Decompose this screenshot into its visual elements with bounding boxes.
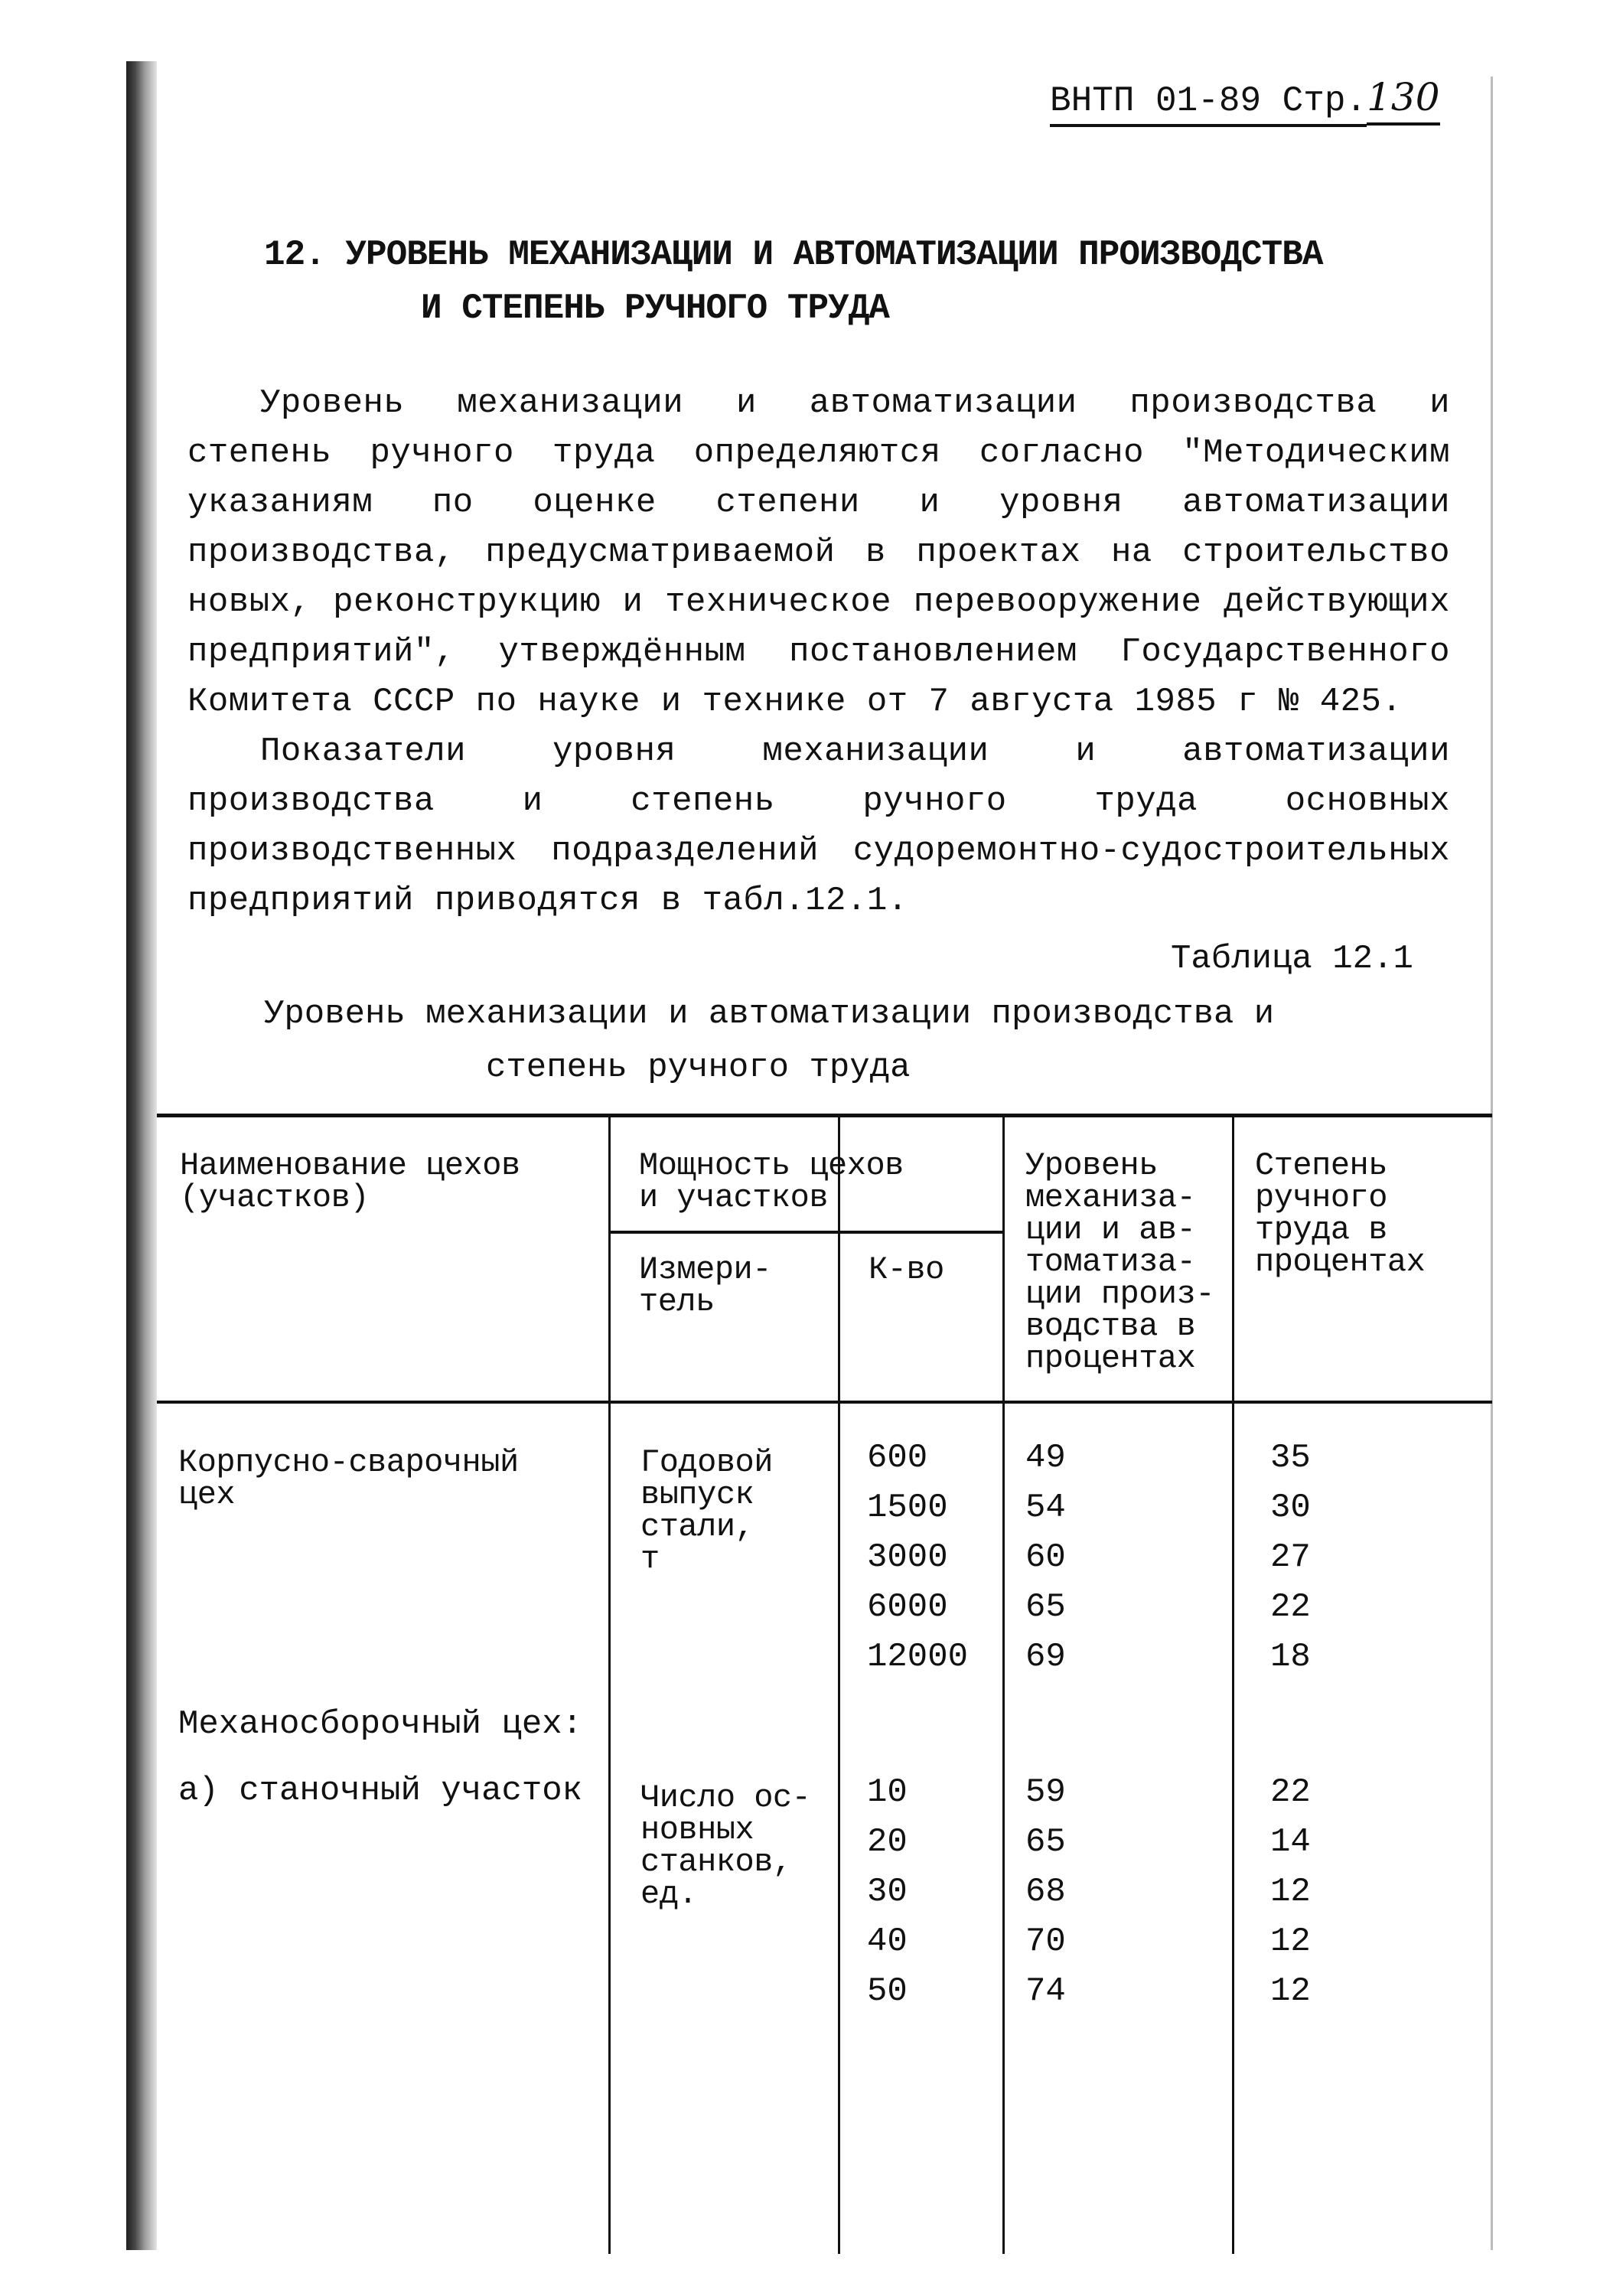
section-1-unit: Годовой выпуск стали, т [640, 1444, 773, 1577]
mech-value: 59 [1025, 1773, 1066, 1812]
data-table [157, 1114, 1492, 2254]
qty-value: 30 [867, 1873, 908, 1911]
table-header-rule [157, 1401, 1492, 1404]
section-title-line-2: И СТЕПЕНЬ РУЧНОГО ТРУДА [421, 289, 889, 328]
manual-value: 12 [1270, 1972, 1311, 2011]
qty-value: 12000 [867, 1638, 969, 1676]
section-2-manual-column [1270, 1768, 1311, 2017]
paragraph-text: Уровень механизации и автоматизации производства и степень ручного труда определяются согласно "Методическим указаниям по оценке степени и уровня автоматизации производства, предусматриваемой в проектах на строительство новых, реконструкцию и техническое перевооружение действующих предприятий", утверждённым постановлением Государственного Комитета СССР по науке и технике от 7 августа 1985 г № 425. [187, 384, 1450, 721]
qty-value: 3000 [867, 1538, 948, 1577]
table-caption [264, 987, 1335, 1094]
page-binding-shadow [126, 61, 157, 2250]
paragraph-text: Показатели уровня механизации и автоматизации производства и степень ручного труда основных производственных подразделений судоремонтно-судостроительных предприятий приводятся в табл.12.1. [187, 732, 1450, 920]
table-divider [1232, 1117, 1234, 2254]
qty-value: 10 [867, 1773, 908, 1812]
section-2-unit: Число ос- новных станков, ед. [640, 1779, 811, 1913]
section-1-mech-column [1025, 1433, 1066, 1682]
mech-value: 70 [1025, 1923, 1066, 1961]
mech-value: 49 [1025, 1439, 1066, 1477]
mech-value: 60 [1025, 1538, 1066, 1577]
qty-value: 40 [867, 1923, 908, 1961]
section-title [264, 228, 1412, 335]
mech-value: 74 [1025, 1972, 1066, 2011]
manual-value: 22 [1270, 1588, 1311, 1626]
header-qty: К-во [869, 1251, 944, 1288]
table-label: Таблица 12.1 [1171, 940, 1413, 978]
manual-value: 18 [1270, 1638, 1311, 1676]
mech-value: 65 [1025, 1823, 1066, 1861]
section-1-manual-column [1270, 1433, 1311, 1682]
manual-value: 12 [1270, 1923, 1311, 1961]
table-divider [1002, 1117, 1005, 2254]
header-manual: Степень ручного труда в процентах [1255, 1147, 1426, 1280]
table-divider [608, 1231, 1002, 1234]
table-caption-line-1: Уровень механизации и автоматизации производства и [264, 995, 1275, 1033]
table-divider [608, 1117, 611, 2254]
qty-value: 50 [867, 1972, 908, 2011]
page-header [1050, 75, 1440, 121]
header-capacity: Мощность цехов и участков [639, 1147, 904, 1216]
section-2-name: а) станочный участок [178, 1772, 583, 1810]
page-number: 130 [1367, 75, 1439, 126]
manual-value: 35 [1270, 1439, 1311, 1477]
section-2-qty-column [867, 1768, 908, 2017]
section-2-group-title: Механосборочный цех: [178, 1705, 583, 1743]
table-divider [838, 1117, 840, 2254]
header-name: Наименование цехов (участков) [180, 1147, 520, 1216]
manual-value: 14 [1270, 1823, 1311, 1861]
table-caption-line-2: степень ручного труда [486, 1049, 911, 1087]
manual-value: 12 [1270, 1873, 1311, 1911]
manual-value: 22 [1270, 1773, 1311, 1812]
mech-value: 68 [1025, 1873, 1066, 1911]
section-1-name: Корпусно-сварочный цех [178, 1444, 519, 1513]
mech-value: 69 [1025, 1638, 1066, 1676]
mech-value: 54 [1025, 1489, 1066, 1527]
header-unit: Измери- тель [639, 1251, 771, 1320]
qty-value: 20 [867, 1823, 908, 1861]
document-code: ВНТП 01-89 Стр. [1050, 81, 1367, 127]
qty-value: 1500 [867, 1489, 948, 1527]
manual-value: 30 [1270, 1489, 1311, 1527]
section-1-qty-column [867, 1433, 968, 1682]
qty-value: 600 [867, 1439, 928, 1477]
body-paragraph-1 [187, 379, 1450, 727]
qty-value: 6000 [867, 1588, 948, 1626]
body-paragraph-2 [187, 727, 1450, 926]
header-mech: Уровень механиза- ции и ав- томатиза- ции произ- водства в процентах [1025, 1147, 1215, 1377]
mech-value: 65 [1025, 1588, 1066, 1626]
section-title-line-1: 12. УРОВЕНЬ МЕХАНИЗАЦИИ И АВТОМАТИЗАЦИИ ПРОИЗВОДСТВА [264, 235, 1323, 275]
manual-value: 27 [1270, 1538, 1311, 1577]
section-2-mech-column [1025, 1768, 1066, 2017]
